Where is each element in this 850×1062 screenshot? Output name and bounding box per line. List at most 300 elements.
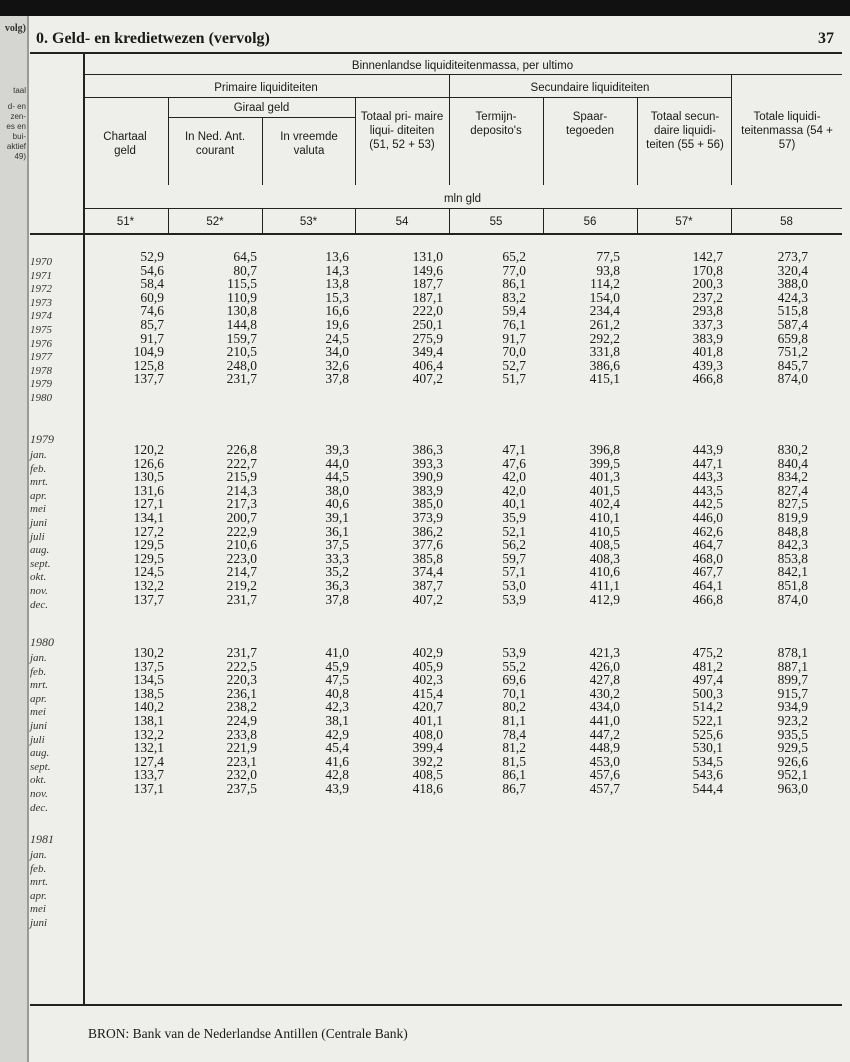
table-cell: 41,0 — [325, 645, 349, 660]
table-cell: 522,1 — [692, 713, 723, 728]
table-cell: 131,6 — [133, 482, 164, 498]
table-cell: 236,1 — [226, 685, 257, 701]
table-cell: 37,8 — [325, 371, 349, 387]
table-cell: 293,8 — [692, 303, 723, 319]
rule-top — [30, 52, 842, 54]
row-label: nov. — [30, 585, 48, 597]
table-cell: 464,1 — [692, 578, 723, 593]
table-cell: 407,2 — [412, 591, 443, 607]
table-cell: 222,5 — [226, 658, 257, 674]
table-cell: 81,1 — [502, 713, 526, 728]
table-cell: 446,0 — [692, 510, 723, 525]
table-main-heading: Binnenlandse liquiditeitenmassa, per ultimo — [351, 60, 574, 72]
col-header: In vreemde valuta — [280, 131, 338, 157]
table-cell: 36,3 — [325, 578, 349, 593]
table-cell: 83,2 — [502, 289, 526, 305]
table-cell: 223,1 — [226, 753, 257, 769]
table-cell: 853,8 — [777, 550, 808, 566]
table-cell: 70,1 — [502, 685, 526, 701]
table-cell: 935,5 — [777, 726, 808, 742]
table-cell: 45,9 — [325, 658, 349, 674]
table-cell: 42,0 — [502, 482, 526, 498]
secondary-group-heading: Secundaire liquiditeiten — [530, 82, 650, 94]
table-cell: 331,8 — [589, 344, 620, 360]
col-header: Totale liquidi- teitenmassa (54 + 57) — [741, 111, 833, 151]
table-cell: 91,7 — [140, 330, 164, 346]
table-cell: 388,0 — [777, 276, 808, 292]
table-cell: 525,6 — [692, 726, 723, 742]
source-note: BRON: Bank van de Nederlandse Antillen (Centrale Bank) — [88, 1026, 408, 1041]
table-cell: 443,3 — [692, 469, 723, 485]
table-cell: 58,4 — [140, 276, 164, 292]
table-cell: 137,1 — [133, 781, 164, 796]
table-cell: 45,4 — [325, 740, 349, 756]
table-cell: 51,7 — [502, 371, 526, 387]
table-cell: 393,3 — [412, 455, 443, 471]
table-cell: 34,0 — [325, 344, 349, 360]
table-cell: 373,9 — [412, 510, 443, 525]
row-label: aug. — [30, 544, 50, 557]
col-code: 52* — [206, 216, 224, 228]
left-fragment: es en — [6, 122, 26, 131]
block-year-heading: 1980 — [30, 635, 54, 649]
col-header: Termijn- deposito's — [470, 111, 522, 137]
table-cell: 124,5 — [133, 564, 164, 580]
table-cell: 222,7 — [226, 455, 257, 471]
table-cell: 70,0 — [502, 344, 526, 360]
table-cell: 37,8 — [325, 591, 349, 607]
col-code: 56 — [583, 216, 597, 228]
table-cell: 42,9 — [325, 726, 349, 742]
row-label: 1973 — [30, 296, 52, 309]
row-label: okt. — [30, 571, 47, 584]
table-cell: 149,6 — [412, 262, 443, 278]
table-cell: 408,3 — [589, 550, 620, 566]
table-cell: 848,8 — [777, 523, 808, 539]
table-cell: 457,6 — [589, 767, 620, 783]
table-cell: 827,4 — [777, 482, 808, 498]
table-cell: 851,8 — [777, 578, 808, 593]
table-cell: 418,6 — [412, 781, 443, 796]
table-cell: 231,7 — [226, 371, 257, 387]
row-label: mrt. — [30, 476, 49, 489]
table-cell: 127,4 — [133, 753, 164, 769]
table-cell: 187,7 — [412, 276, 443, 292]
table-cell: 401,1 — [412, 713, 443, 728]
table-cell: 40,1 — [502, 496, 526, 512]
table-cell: 543,6 — [692, 767, 723, 783]
col-header: Chartaal geld — [103, 131, 147, 157]
table-cell: 659,8 — [777, 330, 808, 346]
table-cell: 39,3 — [325, 442, 349, 457]
table-cell: 214,3 — [226, 482, 257, 498]
table-cell: 447,1 — [692, 455, 723, 471]
table-cell: 137,7 — [133, 371, 164, 387]
table-cell: 396,8 — [589, 442, 620, 457]
row-label: jan. — [30, 449, 47, 461]
table-cell: 130,2 — [133, 645, 164, 660]
table-cell: 500,3 — [692, 685, 723, 701]
table-cell: 399,5 — [589, 455, 620, 471]
table-cell: 13,8 — [325, 276, 349, 292]
table-cell: 402,4 — [589, 496, 620, 512]
table-cell: 19,6 — [325, 317, 349, 332]
table-cell: 120,2 — [133, 442, 164, 457]
rule — [83, 97, 731, 98]
row-label: feb. — [30, 862, 47, 875]
table-cell: 514,2 — [692, 699, 723, 715]
table-cell: 74,6 — [140, 303, 164, 319]
table-cell: 386,2 — [412, 523, 443, 539]
row-label: juni — [30, 517, 48, 529]
table-cell: 76,1 — [502, 317, 526, 332]
rule-bottom — [30, 1004, 842, 1006]
row-label: nov. — [30, 788, 48, 800]
table-cell: 16,6 — [325, 303, 349, 319]
rule — [30, 233, 842, 235]
table-cell: 415,4 — [412, 685, 443, 701]
row-label: mrt. — [30, 876, 49, 889]
table-cell: 874,0 — [777, 591, 808, 607]
table-cell: 130,8 — [226, 303, 257, 319]
table-cell: 39,1 — [325, 510, 349, 525]
table-cell: 834,2 — [777, 469, 808, 485]
table-cell: 410,5 — [589, 523, 620, 539]
table-cell: 132,2 — [133, 726, 164, 742]
page-title: 0. Geld- en kredietwezen (vervolg) — [36, 30, 270, 47]
table-cell: 457,7 — [589, 781, 620, 796]
table-cell: 14,3 — [325, 262, 349, 278]
row-label: 1977 — [30, 351, 52, 364]
table-cell: 402,9 — [412, 645, 443, 660]
row-label: apr. — [30, 889, 47, 902]
table-cell: 214,7 — [226, 564, 257, 580]
col-code: 58 — [780, 216, 793, 228]
row-label: apr. — [30, 692, 47, 705]
table-cell: 32,6 — [325, 357, 349, 373]
table-cell: 86,1 — [502, 276, 526, 292]
table-cell: 408,5 — [589, 537, 620, 553]
block-year-heading: 1979 — [30, 432, 54, 446]
table-cell: 401,8 — [692, 344, 723, 360]
table-cell: 231,7 — [226, 591, 257, 607]
table-cell: 81,2 — [502, 740, 526, 756]
table-cell: 13,6 — [325, 249, 349, 264]
table-cell: 42,0 — [502, 469, 526, 485]
table-cell: 85,7 — [140, 317, 164, 332]
table-cell: 899,7 — [777, 672, 808, 688]
table-cell: 430,2 — [589, 685, 620, 701]
row-label: 1972 — [30, 283, 52, 296]
table-cell: 874,0 — [777, 371, 808, 387]
row-label: feb. — [30, 462, 47, 475]
table-cell: 410,6 — [589, 564, 620, 580]
table-cell: 466,8 — [692, 591, 723, 607]
table-cell: 238,2 — [226, 699, 257, 715]
table-cell: 845,7 — [777, 357, 808, 373]
table-cell: 222,9 — [226, 523, 257, 539]
table-cell: 421,3 — [589, 645, 620, 660]
row-label: mei — [30, 903, 46, 916]
table-cell: 52,1 — [502, 523, 526, 539]
table-cell: 41,6 — [325, 753, 349, 769]
table-cell: 390,9 — [412, 469, 443, 485]
left-fragment: aktief — [6, 142, 26, 151]
table-cell: 261,2 — [589, 317, 620, 332]
table-cell: 54,6 — [140, 262, 164, 278]
row-label: mei — [30, 706, 46, 719]
table-cell: 405,9 — [412, 658, 443, 674]
primary-group-heading: Primaire liquiditeiten — [214, 82, 318, 94]
table-cell: 387,7 — [412, 578, 443, 593]
table-cell: 219,2 — [226, 578, 257, 593]
table-cell: 52,7 — [502, 357, 526, 373]
col-header: Spaar- tegoeden — [566, 111, 614, 137]
table-cell: 232,0 — [226, 767, 257, 783]
table-cell: 963,0 — [777, 781, 808, 796]
table-cell: 424,3 — [777, 289, 808, 305]
table-cell: 377,6 — [412, 537, 443, 553]
table-cell: 402,3 — [412, 672, 443, 688]
unit-label: mln gld — [443, 193, 482, 205]
table-cell: 223,0 — [226, 550, 257, 566]
row-label: 1976 — [30, 337, 52, 350]
table-cell: 226,8 — [226, 442, 257, 457]
table-cell: 40,6 — [325, 496, 349, 512]
table-cell: 383,9 — [692, 330, 723, 346]
table-cell: 408,5 — [412, 767, 443, 783]
left-fragment: bui- — [12, 132, 26, 141]
table-cell: 77,5 — [596, 249, 620, 264]
table-cell: 830,2 — [777, 442, 808, 457]
table-cell: 220,3 — [226, 672, 257, 688]
table-cell: 53,9 — [502, 645, 526, 660]
table-cell: 47,1 — [502, 442, 526, 457]
row-label: 1978 — [30, 364, 52, 377]
left-fragment: zen- — [10, 112, 26, 121]
table-cell: 411,1 — [590, 578, 620, 593]
table-cell: 399,4 — [412, 740, 443, 756]
table-cell: 468,0 — [692, 550, 723, 566]
table-cell: 133,7 — [133, 767, 164, 783]
table-cell: 466,8 — [692, 371, 723, 387]
table-cell: 110,9 — [227, 289, 257, 305]
row-label: jan. — [30, 849, 47, 861]
table-cell: 415,1 — [589, 371, 620, 387]
table-cell: 132,2 — [133, 578, 164, 593]
table-cell: 248,0 — [226, 357, 257, 373]
table-cell: 434,0 — [589, 699, 620, 715]
table-cell: 80,7 — [233, 262, 257, 278]
table-cell: 44,0 — [325, 455, 349, 471]
table-cell: 443,5 — [692, 482, 723, 498]
table-cell: 127,1 — [133, 496, 164, 512]
table-cell: 497,4 — [692, 672, 723, 688]
table-cell: 374,4 — [412, 564, 443, 580]
table-cell: 443,9 — [692, 442, 723, 457]
table-cell: 275,9 — [412, 330, 443, 346]
table-cell: 462,6 — [692, 523, 723, 539]
table-cell: 292,2 — [589, 330, 620, 346]
table-cell: 38,0 — [325, 482, 349, 498]
table-cell: 42,3 — [325, 699, 349, 715]
table-cell: 408,0 — [412, 726, 443, 742]
row-label: jan. — [30, 652, 47, 664]
row-label: juli — [30, 530, 45, 543]
table-cell: 69,6 — [502, 672, 526, 688]
table-cell: 59,4 — [502, 303, 526, 319]
table-cell: 530,1 — [692, 740, 723, 756]
table-cell: 406,4 — [412, 357, 443, 373]
table-cell: 887,1 — [777, 658, 808, 674]
row-label: juni — [30, 720, 48, 732]
table-cell: 137,5 — [133, 658, 164, 674]
table-cell: 187,1 — [412, 289, 443, 305]
col-code: 53* — [299, 216, 318, 228]
table-cell: 53,0 — [502, 578, 526, 593]
table-cell: 60,9 — [140, 289, 164, 305]
row-label: dec. — [30, 598, 49, 611]
table-cell: 401,3 — [589, 469, 620, 485]
table-cell: 132,1 — [133, 740, 164, 756]
table-cell: 383,9 — [412, 482, 443, 498]
rule — [83, 208, 842, 209]
table-cell: 237,5 — [226, 781, 257, 796]
table-cell: 59,7 — [502, 550, 526, 566]
table-cell: 441,0 — [589, 713, 620, 728]
row-label: juni — [30, 917, 48, 929]
row-label: feb. — [30, 665, 47, 678]
table-cell: 231,7 — [226, 645, 257, 660]
table-cell: 138,5 — [133, 685, 164, 701]
row-label: mrt. — [30, 679, 49, 692]
table-cell: 237,2 — [692, 289, 723, 305]
table-cell: 442,5 — [692, 496, 723, 512]
table-cell: 52,9 — [140, 249, 164, 264]
block-year-heading: 1981 — [30, 832, 54, 846]
table-cell: 349,4 — [412, 344, 443, 360]
table-cell: 842,1 — [777, 564, 808, 580]
table-cell: 86,7 — [502, 781, 526, 796]
table-cell: 952,1 — [777, 767, 808, 783]
table-cell: 401,5 — [589, 482, 620, 498]
table-cell: 129,5 — [133, 537, 164, 553]
table-cell: 481,2 — [692, 658, 723, 674]
row-label: dec. — [30, 801, 49, 814]
table-cell: 210,6 — [226, 537, 257, 553]
table-cell: 234,4 — [589, 303, 620, 319]
table-cell: 840,4 — [777, 455, 808, 471]
table-cell: 427,8 — [589, 672, 620, 688]
table-cell: 386,6 — [589, 357, 620, 373]
table-cell: 64,5 — [233, 249, 257, 264]
left-fragment: volg) — [4, 23, 26, 34]
col-header: In Ned. Ant. courant — [184, 131, 246, 157]
adjacent-page-strip — [0, 16, 29, 1062]
table-cell: 78,4 — [502, 726, 526, 742]
table-cell: 464,7 — [692, 537, 723, 553]
table-cell: 35,9 — [502, 510, 526, 525]
table-cell: 587,4 — [777, 317, 808, 332]
table-cell: 200,7 — [226, 510, 257, 525]
table-cell: 114,2 — [590, 276, 620, 292]
table-cell: 15,3 — [325, 289, 349, 305]
table-cell: 53,9 — [502, 591, 526, 607]
table-cell: 385,8 — [412, 550, 443, 566]
row-label: 1975 — [30, 324, 52, 336]
table-cell: 47,6 — [502, 455, 526, 471]
table-cell: 515,8 — [777, 303, 808, 319]
col-code: 54 — [395, 216, 409, 228]
table-cell: 42,8 — [325, 767, 349, 783]
table-cell: 250,1 — [412, 317, 443, 332]
table-cell: 159,7 — [226, 330, 257, 346]
table-cell: 43,9 — [325, 781, 349, 796]
col-header: Totaal secun- daire liquidi- teiten (55 + 56) — [646, 111, 724, 151]
col-header: Totaal pri- maire liqui- diteiten (51, 52 + 53) — [360, 111, 444, 151]
row-label: sept. — [30, 760, 51, 773]
col-divider — [262, 117, 263, 185]
table-cell: 412,9 — [589, 591, 620, 607]
table-cell: 40,8 — [325, 685, 349, 701]
table-cell: 57,1 — [502, 564, 526, 580]
table-cell: 115,5 — [227, 276, 257, 292]
row-label: 1979 — [30, 378, 52, 391]
table-cell: 447,2 — [589, 726, 620, 742]
row-label: 1980 — [30, 392, 52, 404]
table-cell: 134,5 — [133, 672, 164, 688]
table-cell: 386,3 — [412, 442, 443, 457]
table-cell: 24,5 — [325, 330, 349, 346]
table-cell: 475,2 — [692, 645, 723, 660]
table-cell: 77,0 — [502, 262, 526, 278]
row-label: apr. — [30, 489, 47, 502]
left-fragment: taal — [13, 86, 26, 95]
table-cell: 126,6 — [133, 455, 164, 471]
table-cell: 38,1 — [325, 713, 349, 728]
row-label: okt. — [30, 774, 47, 787]
table-cell: 44,5 — [325, 469, 349, 485]
table-cell: 751,2 — [777, 344, 808, 360]
col-divider — [731, 74, 732, 185]
table-cell: 65,2 — [502, 249, 526, 264]
table-cell: 47,5 — [325, 672, 349, 688]
table-cell: 915,7 — [777, 685, 808, 701]
table-cell: 222,0 — [412, 303, 443, 319]
table-cell: 385,0 — [412, 496, 443, 512]
left-fragment: d- en — [7, 102, 26, 111]
row-label: juli — [30, 733, 45, 746]
table-cell: 86,1 — [502, 767, 526, 783]
table-cell: 210,5 — [226, 344, 257, 360]
table-cell: 131,0 — [412, 249, 443, 264]
row-label: 1974 — [30, 310, 52, 323]
table-cell: 827,5 — [777, 496, 808, 512]
table-cell: 91,7 — [502, 330, 526, 346]
table-cell: 200,3 — [692, 276, 723, 292]
table-cell: 221,9 — [226, 740, 257, 756]
table-cell: 439,3 — [692, 357, 723, 373]
table-cell: 410,1 — [589, 510, 620, 525]
row-label: 1970 — [30, 256, 52, 268]
page-number: 37 — [818, 30, 834, 47]
table-cell: 217,3 — [226, 496, 257, 512]
table-cell: 55,2 — [502, 658, 526, 674]
table-cell: 170,8 — [692, 262, 723, 278]
row-label: aug. — [30, 747, 50, 760]
table-cell: 104,9 — [133, 344, 164, 360]
row-label: sept. — [30, 557, 51, 570]
